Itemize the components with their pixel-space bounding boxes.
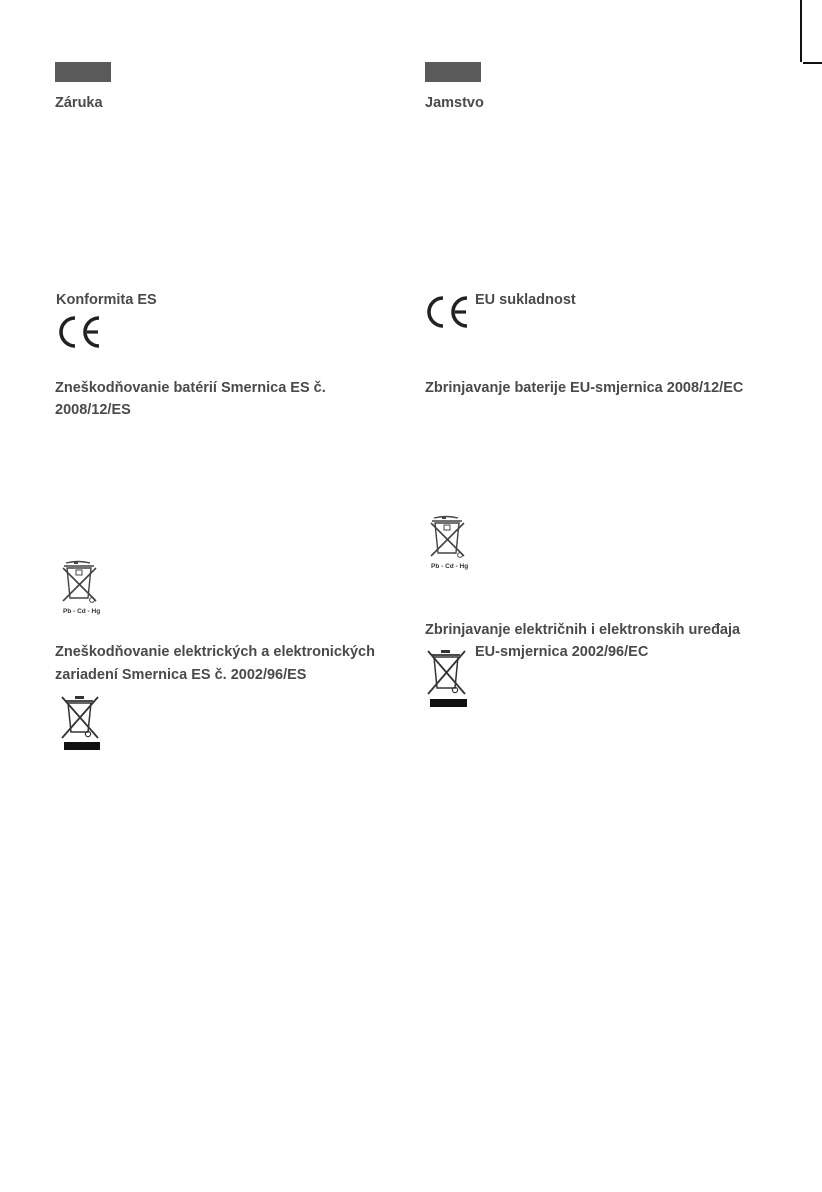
ce-mark-icon-right bbox=[423, 294, 471, 330]
crop-mark-top-right bbox=[800, 0, 802, 62]
weee-heading-left-line1: Zneškodňovanie elektrických a elektronických bbox=[55, 644, 375, 660]
battery-symbol-label-left: Pb - Cd - Hg bbox=[63, 608, 101, 615]
crossed-out-wheelie-bin-icon bbox=[60, 694, 104, 752]
warranty-heading-right: Jamstvo bbox=[425, 95, 484, 111]
weee-heading-left-line2: zariadení Smernica ES č. 2002/96/ES bbox=[55, 667, 307, 683]
weee-heading-right-line1: Zbrinjavanje električnih i elektronskih uređaja bbox=[425, 622, 741, 638]
crop-mark-right bbox=[803, 62, 822, 64]
battery-heading-left-line1: Zneškodňovanie batérií Smernica ES č. bbox=[55, 380, 326, 396]
battery-heading-left-line2: 2008/12/ES bbox=[55, 402, 131, 418]
conformity-heading-right: EU sukladnost bbox=[475, 292, 576, 308]
language-box-right bbox=[425, 62, 481, 82]
conformity-heading-left: Konformita ES bbox=[56, 292, 157, 308]
warranty-heading-left: Záruka bbox=[55, 95, 103, 111]
battery-heading-right: Zbrinjavanje baterije EU-smjernica 2008/12/EC bbox=[425, 380, 744, 396]
weee-heading-right-line2: EU-smjernica 2002/96/EC bbox=[475, 644, 649, 660]
language-box-left bbox=[55, 62, 111, 82]
battery-symbol-label-right: Pb - Cd - Hg bbox=[431, 563, 469, 570]
ce-mark-icon bbox=[55, 314, 103, 350]
crossed-out-battery-bin-icon-right bbox=[428, 515, 472, 571]
crossed-out-wheelie-bin-icon-right bbox=[425, 648, 471, 708]
crossed-out-battery-bin-icon bbox=[60, 560, 104, 616]
